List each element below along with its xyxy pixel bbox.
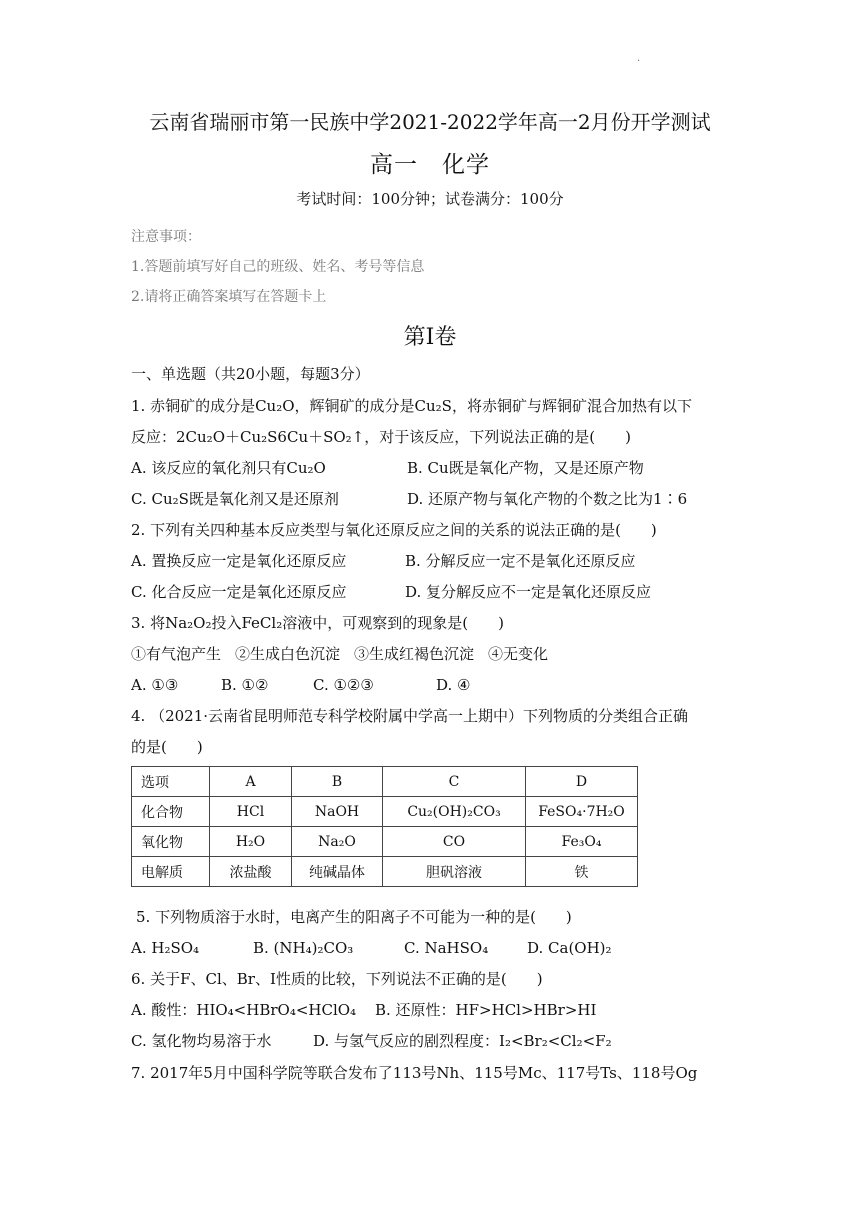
question-5-options [131, 937, 612, 959]
table-cell: C [383, 767, 526, 797]
option-b: B. Cu既是氧化产物，又是还原产物 [407, 459, 644, 477]
table-cell: Na₂O [292, 827, 383, 857]
question-6-options-row1 [131, 999, 597, 1021]
question-6-options-row2 [131, 1030, 612, 1052]
option-b: B. 还原性：HF>HCl>HBr>HI [375, 1001, 597, 1019]
note-item: 2.请将正确答案填写在答题卡上 [131, 289, 327, 305]
question-2-stem: 2. 下列有关四种基本反应类型与氧化还原反应之间的关系的说法正确的是( ) [131, 521, 657, 539]
table-cell: 纯碱晶体 [292, 857, 383, 887]
option-b: B. ①② [221, 676, 269, 694]
question-7-stem: 7. 2017年5月中国科学院等联合发布了113号Nh、115号Mc、117号Ts、118号Og [131, 1064, 698, 1082]
phenomenon-3: ③生成红褐色沉淀 [354, 645, 475, 663]
question-5-stem: 5. 下列物质溶于水时，电离产生的阳离子不可能为一种的是( ) [136, 908, 572, 926]
note-item: 1.答题前填写好自己的班级、姓名、考号等信息 [131, 259, 425, 275]
option-a: A. H₂SO₄ [131, 939, 200, 957]
table-cell: 选项 [132, 767, 210, 797]
table-cell: FeSO₄·7H₂O [526, 797, 638, 827]
option-a: A. 置换反应一定是氧化还原反应 [131, 552, 347, 570]
table-header-row [132, 767, 638, 797]
table-cell: Fe₃O₄ [526, 827, 638, 857]
option-b: B. (NH₄)₂CO₃ [253, 939, 354, 957]
table-cell: NaOH [292, 797, 383, 827]
question-3-options [131, 674, 471, 696]
question-2-options-row2 [131, 581, 652, 603]
table-cell: D [526, 767, 638, 797]
question-2-options-row1 [131, 550, 636, 572]
notes-heading: 注意事项： [131, 229, 201, 245]
table-row [132, 797, 638, 827]
table-cell: B [292, 767, 383, 797]
exam-subtitle: 高一 化学 [370, 152, 490, 178]
section-heading: 一、单选题（共20小题，每题3分） [131, 365, 370, 383]
option-c: C. 化合反应一定是氧化还原反应 [131, 583, 347, 601]
classification-table [131, 766, 638, 887]
exam-info: 考试时间：100分钟；试卷满分：100分 [296, 190, 564, 208]
option-c: C. NaHSO₄ [404, 939, 489, 957]
table-cell: 胆矾溶液 [383, 857, 526, 887]
table-cell: 浓盐酸 [210, 857, 292, 887]
phenomenon-1: ①有气泡产生 [131, 645, 222, 663]
table-cell: 铁 [526, 857, 638, 887]
table-cell: H₂O [210, 827, 292, 857]
table-cell: HCl [210, 797, 292, 827]
option-a: A. 酸性：HIO₄<HBrO₄<HClO₄ [131, 1001, 357, 1019]
table-cell: Cu₂(OH)₂CO₃ [383, 797, 526, 827]
option-d: D. Ca(OH)₂ [527, 939, 612, 957]
question-1-stem-cont: 反应：2Cu₂O＋Cu₂S6Cu＋SO₂↑，对于该反应，下列说法正确的是( ) [131, 428, 631, 446]
header-mark: · [637, 56, 641, 67]
question-4-stem: 4. （2021·云南省昆明师范专科学校附属中学高一上期中）下列物质的分类组合正确 [131, 707, 689, 725]
volume-title: 第Ⅰ卷 [403, 325, 457, 350]
table-row [132, 857, 638, 887]
question-6-stem: 6. 关于F、Cl、Br、I性质的比较，下列说法不正确的是( ) [131, 970, 543, 988]
table-cell: 氧化物 [132, 827, 210, 857]
option-c: C. 氢化物均易溶于水 [131, 1032, 272, 1050]
option-a: A. ①③ [131, 676, 179, 694]
option-c: C. ①②③ [313, 676, 374, 694]
question-1-options-row1 [131, 457, 644, 479]
option-d: D. 还原产物与氧化产物的个数之比为1∶6 [407, 490, 688, 508]
question-1-stem: 1. 赤铜矿的成分是Cu₂O，辉铜矿的成分是Cu₂S，将赤铜矿与辉铜矿混合加热有以下 [131, 397, 692, 415]
phenomenon-2: ②生成白色沉淀 [235, 645, 341, 663]
option-d: D. 复分解反应不一定是氧化还原反应 [405, 583, 652, 601]
phenomenon-4: ④无变化 [488, 645, 549, 663]
question-1-options-row2 [131, 488, 688, 510]
exam-title: 云南省瑞丽市第一民族中学2021-2022学年高一2月份开学测试 [149, 110, 711, 134]
question-4-stem-cont: 的是( ) [131, 738, 203, 756]
option-a: A. 该反应的氧化剂只有Cu₂O [131, 459, 326, 477]
option-d: D. ④ [436, 676, 471, 694]
table-cell: A [210, 767, 292, 797]
table-cell: 化合物 [132, 797, 210, 827]
question-3-stem: 3. 将Na₂O₂投入FeCl₂溶液中，可观察到的现象是( ) [131, 614, 504, 632]
table-cell: CO [383, 827, 526, 857]
table-row [132, 827, 638, 857]
option-d: D. 与氢气反应的剧烈程度：I₂<Br₂<Cl₂<F₂ [313, 1032, 612, 1050]
option-c: C. Cu₂S既是氧化剂又是还原剂 [131, 490, 339, 508]
option-b: B. 分解反应一定不是氧化还原反应 [405, 552, 636, 570]
table-cell: 电解质 [132, 857, 210, 887]
question-3-phenomena [131, 643, 548, 665]
